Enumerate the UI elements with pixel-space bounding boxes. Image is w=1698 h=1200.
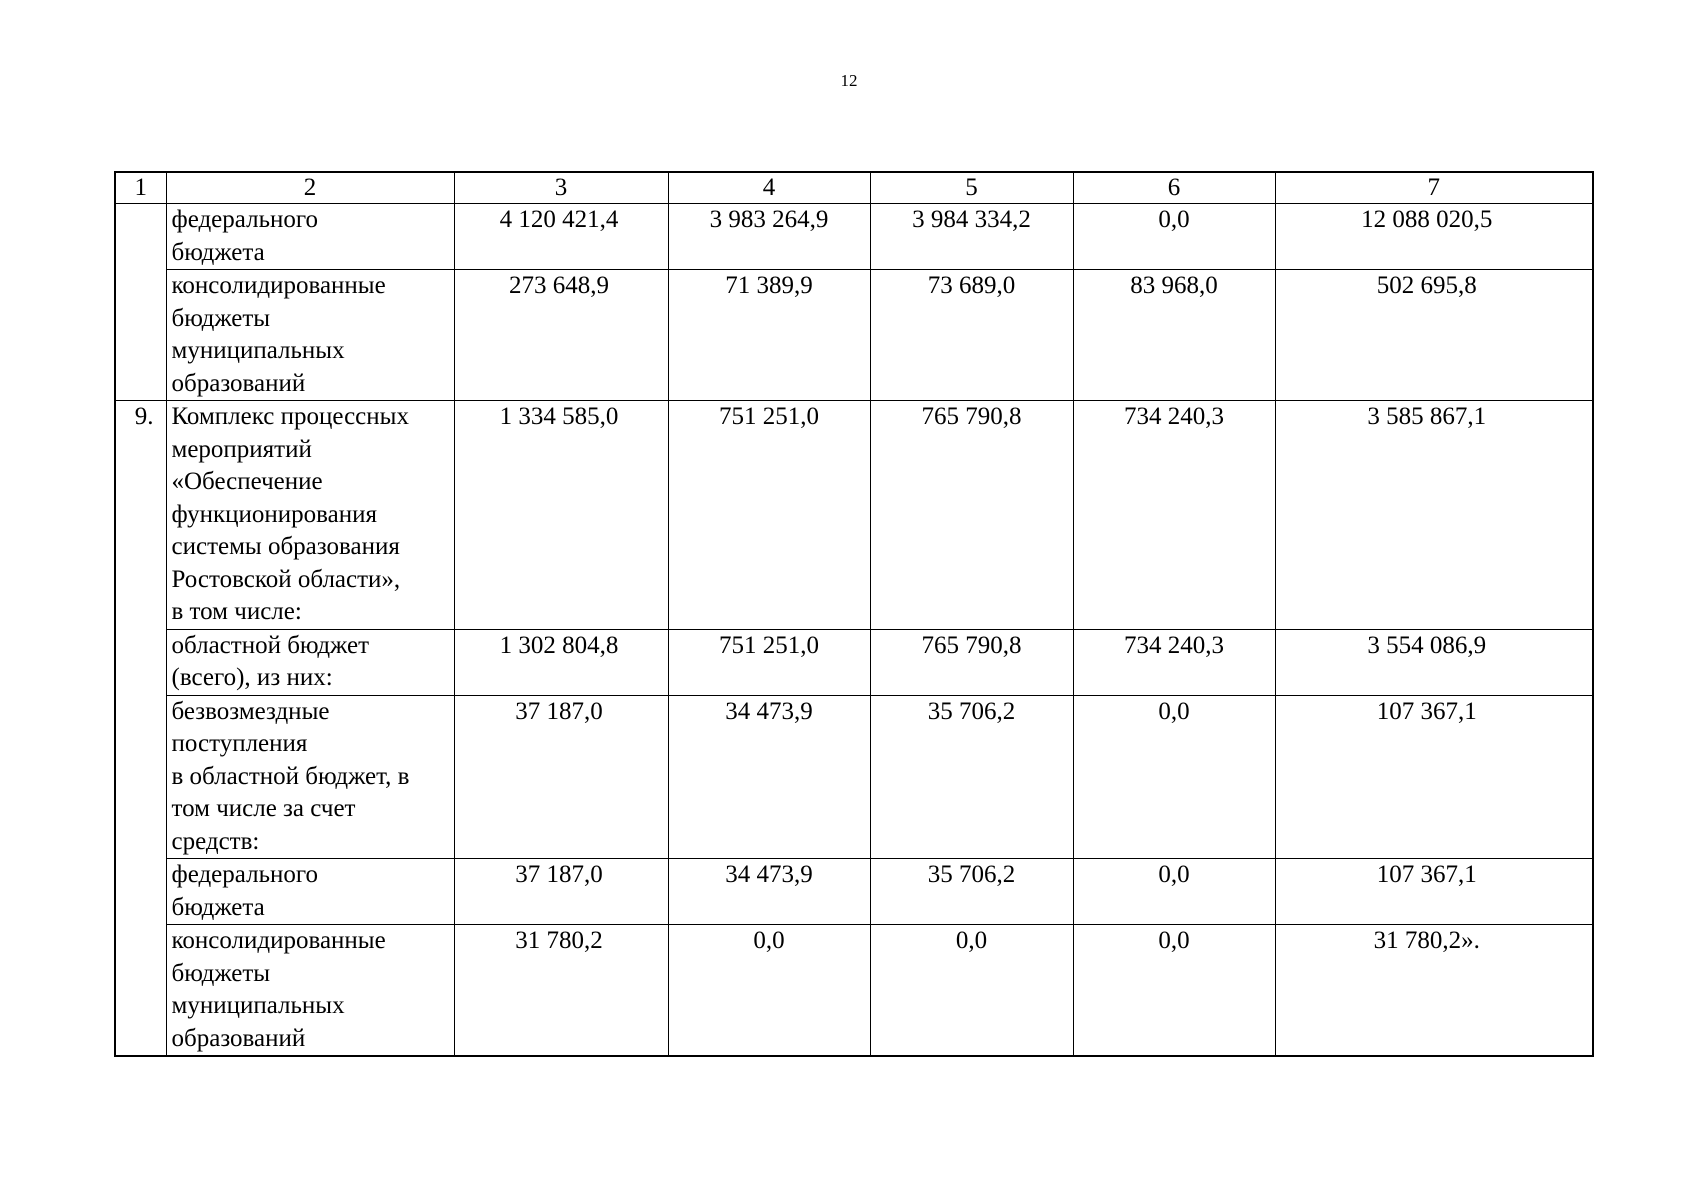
table-row [115,401,1593,630]
value-cell: 37 187,0 [454,695,668,859]
page-number: 12 [840,71,858,90]
value-cell: 71 389,9 [668,270,870,401]
row-label-line: мероприятий [171,435,312,463]
header-cell-3: 3 [454,172,668,204]
table-row [115,270,1593,401]
row-label-line: образований [171,1024,306,1052]
row-label-line: федерального [171,206,318,233]
value-cell: 1 334 585,0 [454,401,668,630]
value-cell: 0,0 [1073,925,1275,1057]
header-cell-1: 1 [115,172,166,204]
row-label-cell [166,695,454,859]
row-label-cell [166,401,454,630]
row-label-line: консолидированные [171,272,386,299]
row-number-cell [115,204,166,270]
table-row [115,695,1593,859]
value-cell: 273 648,9 [454,270,668,401]
row-number-cell [115,695,166,859]
row-number-cell: 9. [115,401,166,630]
value-cell: 734 240,3 [1073,401,1275,630]
value-cell: 751 251,0 [668,401,870,630]
row-label-line: бюджеты [171,959,271,987]
row-label-line: бюджеты [171,304,271,332]
value-cell: 0,0 [668,925,870,1057]
row-label-line: функционирования [171,500,377,528]
row-label-cell [166,859,454,925]
header-cell-4: 4 [668,172,870,204]
value-cell: 31 780,2 [454,925,668,1057]
row-number-cell [115,925,166,1057]
value-cell: 4 120 421,4 [454,204,668,270]
value-cell: 3 585 867,1 [1275,401,1593,630]
row-label-line: (всего), из них: [171,664,333,691]
value-cell: 751 251,0 [668,629,870,695]
budget-table [114,171,1594,1057]
header-cell-6: 6 [1073,172,1275,204]
row-label-line: Ростовской области», [171,565,401,593]
value-cell: 34 473,9 [668,695,870,859]
value-cell: 3 984 334,2 [870,204,1073,270]
table-header-row [115,172,1593,204]
row-label-line: в областной бюджет, в [171,762,410,790]
value-cell: 765 790,8 [870,401,1073,630]
value-cell: 107 367,1 [1275,695,1593,859]
value-cell: 83 968,0 [1073,270,1275,401]
row-label-line: образований [171,369,306,397]
value-cell: 73 689,0 [870,270,1073,401]
table-row [115,925,1593,1057]
value-cell: 0,0 [1073,204,1275,270]
row-number-cell [115,629,166,695]
row-label-cell [166,270,454,401]
row-label-line: безвозмездные [171,697,330,725]
row-label-line: муниципальных [171,992,345,1019]
row-label-line: средств: [171,827,260,855]
value-cell: 502 695,8 [1275,270,1593,401]
row-label-cell [166,204,454,270]
header-cell-2: 2 [166,172,454,204]
value-cell: 0,0 [870,925,1073,1057]
value-cell: 107 367,1 [1275,859,1593,925]
value-cell: 765 790,8 [870,629,1073,695]
value-cell: 37 187,0 [454,859,668,925]
row-label-line: в том числе: [171,598,302,625]
row-number-cell [115,270,166,401]
row-label-line: Комплекс процессных [171,403,409,430]
row-label-line: том числе за счет [171,795,356,822]
value-cell: 31 780,2». [1275,925,1593,1057]
value-cell: 0,0 [1073,859,1275,925]
value-cell: 12 088 020,5 [1275,204,1593,270]
value-cell: 3 554 086,9 [1275,629,1593,695]
row-label-line: муниципальных [171,337,345,364]
row-label-line: поступления [171,730,308,757]
table-row [115,204,1593,270]
table-row [115,629,1593,695]
row-label-line: бюджета [171,893,265,921]
value-cell: 3 983 264,9 [668,204,870,270]
row-label-cell [166,629,454,695]
table-row [115,859,1593,925]
row-label-cell [166,925,454,1057]
value-cell: 1 302 804,8 [454,629,668,695]
value-cell: 35 706,2 [870,859,1073,925]
row-label-line: бюджета [171,238,265,266]
value-cell: 35 706,2 [870,695,1073,859]
row-label-line: «Обеспечение [171,468,323,495]
header-cell-7: 7 [1275,172,1593,204]
value-cell: 34 473,9 [668,859,870,925]
header-cell-5: 5 [870,172,1073,204]
row-number-cell [115,859,166,925]
value-cell: 734 240,3 [1073,629,1275,695]
row-label-line: областной бюджет [171,631,370,659]
row-label-line: консолидированные [171,927,386,954]
row-label-line: федерального [171,861,318,888]
row-label-line: системы образования [171,533,400,560]
value-cell: 0,0 [1073,695,1275,859]
